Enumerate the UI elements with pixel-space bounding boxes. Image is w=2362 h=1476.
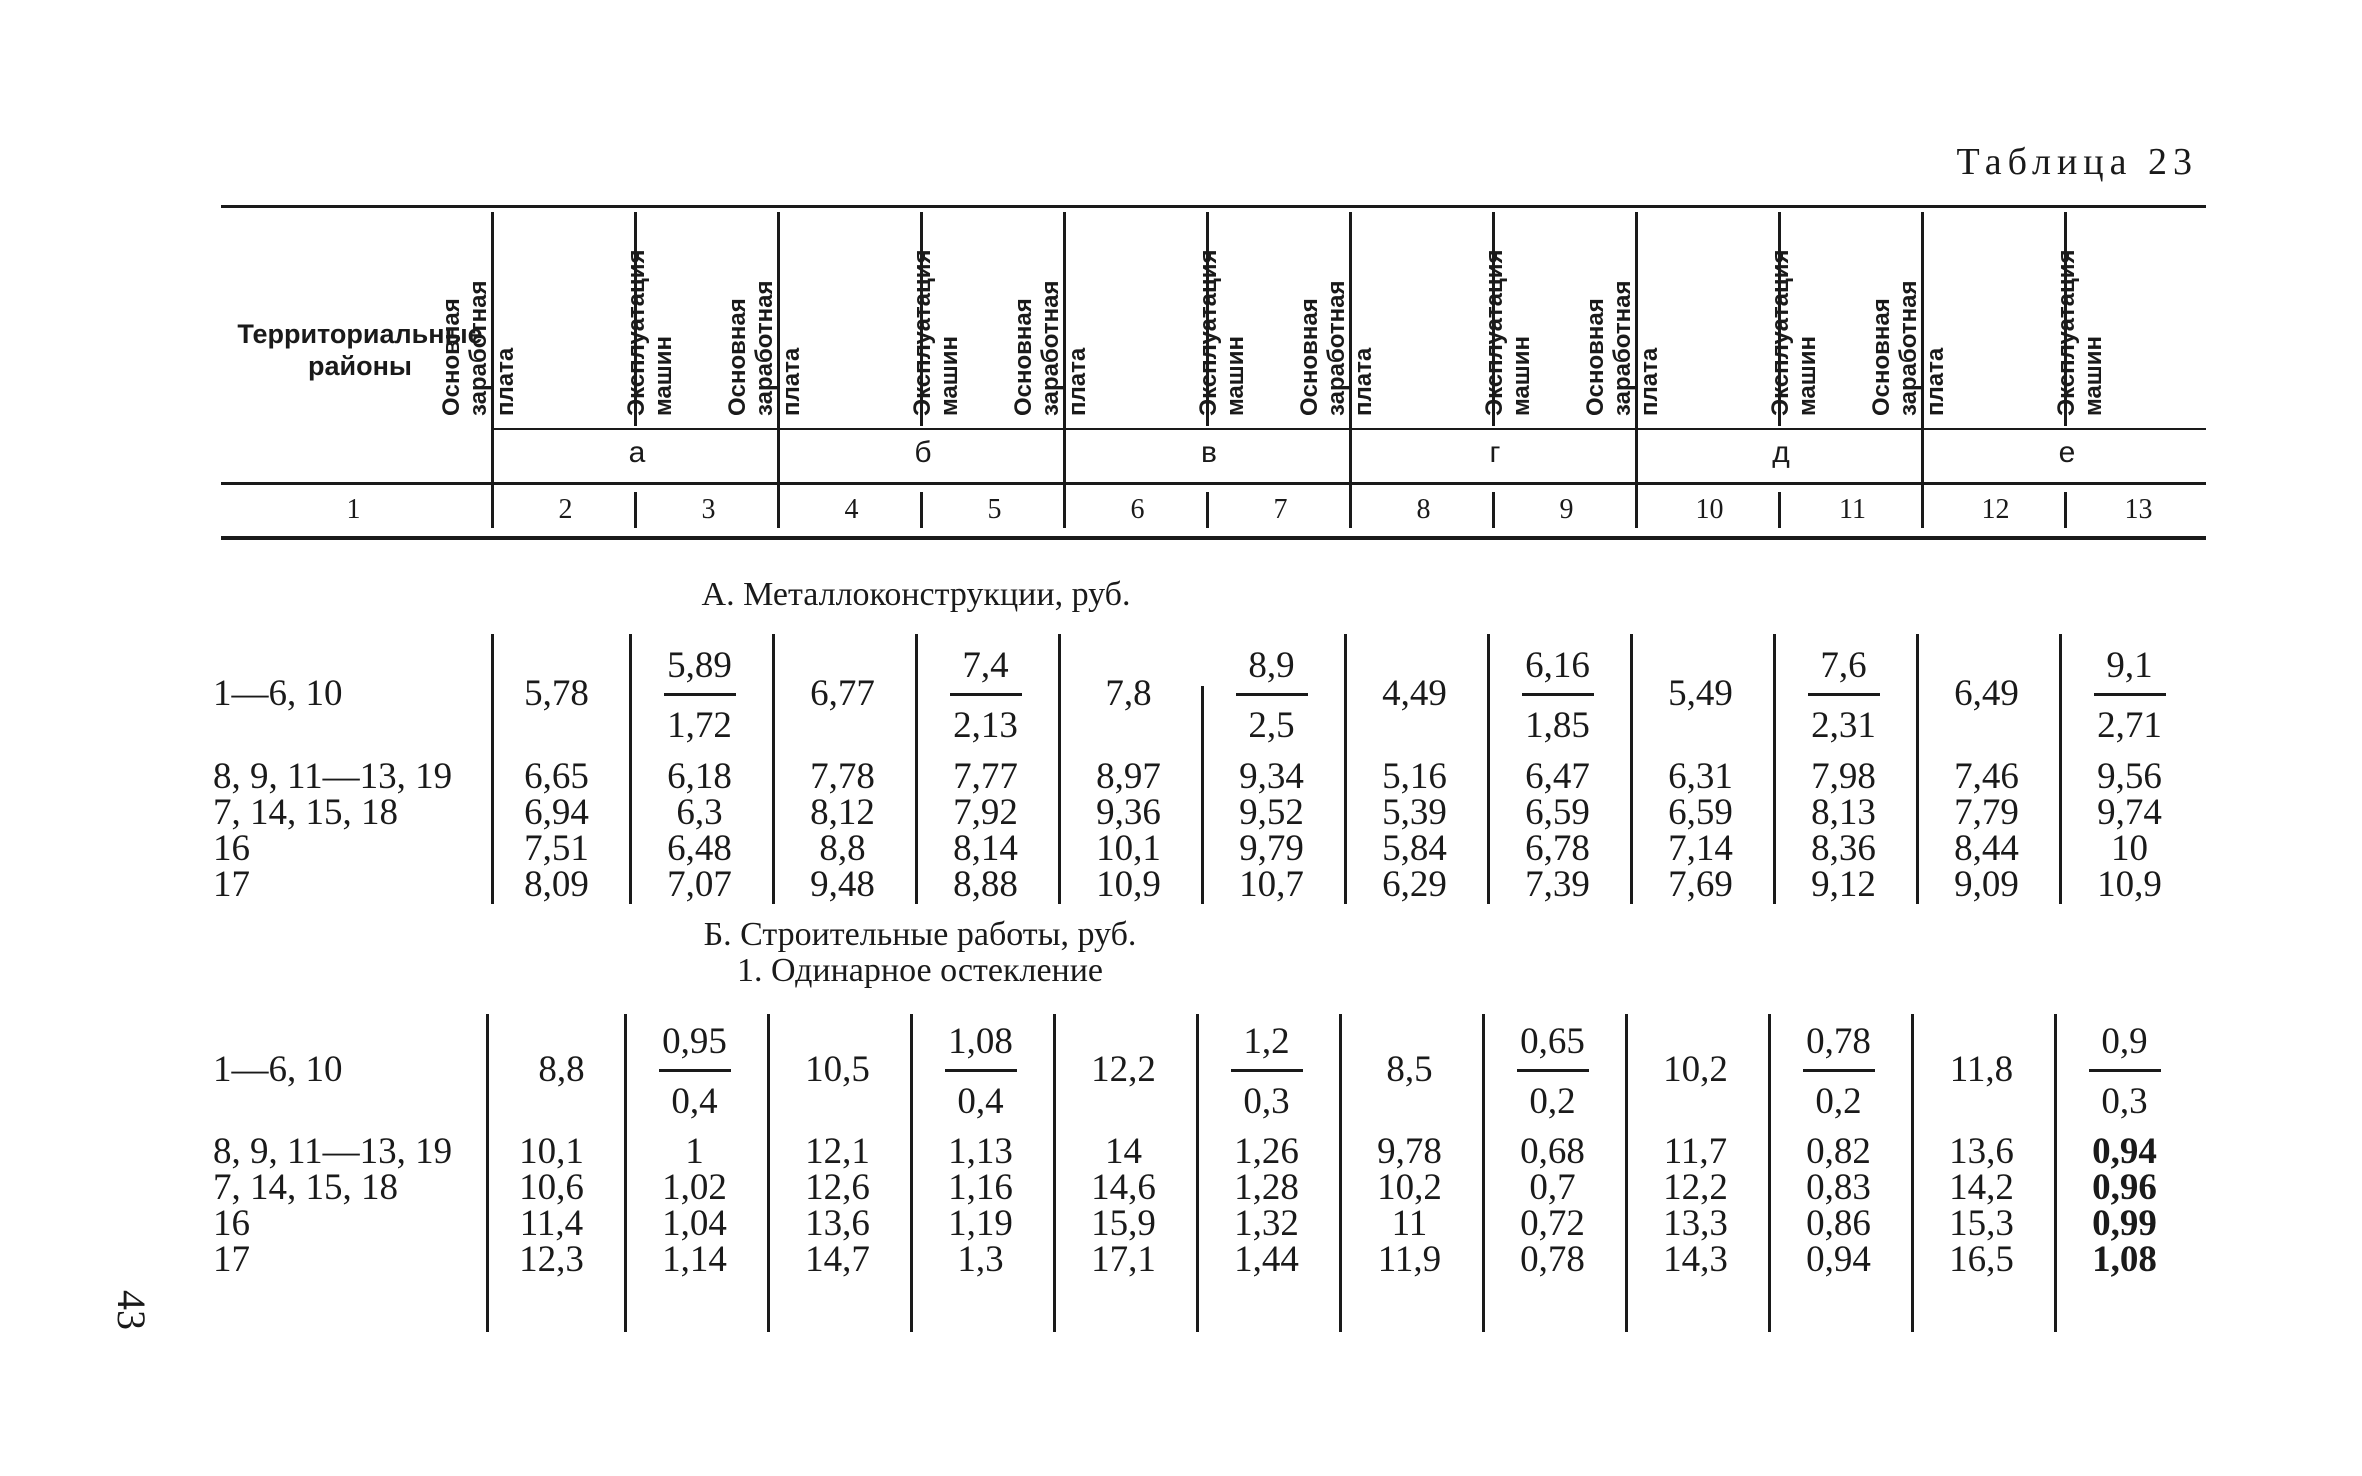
- table-cell: 7,78: [810, 756, 875, 797]
- row-label: 8, 9, 11—13, 19: [213, 1131, 453, 1172]
- table-cell: 12,2: [1663, 1167, 1728, 1208]
- table-cell: 6,47: [1525, 756, 1590, 797]
- table-cell: 0,68: [1520, 1131, 1585, 1172]
- table-cell: 6,29: [1382, 864, 1447, 905]
- column-number: 3: [701, 494, 716, 525]
- page-number: 43: [109, 1290, 154, 1330]
- column-header: Основная заработная плата: [1582, 280, 1663, 416]
- table-cell: 0,86: [1806, 1203, 1871, 1244]
- column-header: Эксплуатация машин: [1481, 249, 1535, 416]
- column-number: 5: [987, 494, 1002, 525]
- table-cell: 11,7: [1663, 1131, 1728, 1172]
- table-cell: 14,6: [1091, 1167, 1156, 1208]
- fraction-bottom: 2,71: [2097, 705, 2162, 746]
- table-cell: 6,3: [676, 792, 723, 833]
- table-cell: 5,16: [1382, 756, 1447, 797]
- column-number: 10: [1695, 494, 1724, 525]
- section-b-subtitle: 1. Одинарное остекление: [736, 952, 1104, 989]
- table-title: Таблица 23: [1956, 141, 2198, 183]
- table-cell: 10,9: [2097, 864, 2162, 905]
- table-cell: 8,8: [819, 828, 866, 869]
- fraction-bar: [664, 693, 736, 696]
- table-cell: 5,84: [1382, 828, 1447, 869]
- table-cell: 14,2: [1949, 1167, 2014, 1208]
- fraction-bottom: 0,2: [1815, 1081, 1862, 1122]
- fraction-top: 0,65: [1520, 1021, 1585, 1062]
- table-cell: 0,83: [1806, 1167, 1871, 1208]
- table-cell: 13,3: [1663, 1203, 1728, 1244]
- fraction-top: 7,6: [1820, 645, 1867, 686]
- table-cell: 7,92: [953, 792, 1018, 833]
- table-cell: 12,1: [805, 1131, 870, 1172]
- column-number: 1: [346, 494, 361, 525]
- cell-wage: 6,49: [1954, 673, 2019, 714]
- row-label: 1—6, 10: [213, 1049, 343, 1090]
- table-cell: 6,31: [1668, 756, 1733, 797]
- fraction-bar: [1517, 1069, 1589, 1072]
- table-cell: 13,6: [1949, 1131, 2014, 1172]
- fraction-top: 0,95: [662, 1021, 727, 1062]
- fraction-top: 0,9: [2101, 1021, 2148, 1062]
- table-cell: 8,14: [953, 828, 1018, 869]
- cell-fraction: [914, 644, 1057, 747]
- cell-wage: 5,49: [1668, 673, 1733, 714]
- table-cell: 10: [2111, 828, 2148, 869]
- column-number: 4: [844, 494, 859, 525]
- table-cell: 10,1: [519, 1131, 584, 1172]
- cell-fraction: [1195, 1020, 1338, 1123]
- table-cell: 9,34: [1239, 756, 1304, 797]
- fraction-top: 9,1: [2106, 645, 2153, 686]
- group-label: в: [1201, 436, 1217, 469]
- row-label: 1—6, 10: [213, 673, 343, 714]
- cell-fraction: [1200, 644, 1343, 747]
- fraction-bottom: 1,85: [1525, 705, 1590, 746]
- table-cell: 1,32: [1234, 1203, 1299, 1244]
- column-header: Основная заработная плата: [1868, 280, 1949, 416]
- table-cell: 0,7: [1529, 1167, 1576, 1208]
- table-cell: 10,2: [1377, 1167, 1442, 1208]
- table-cell: 9,74: [2097, 792, 2162, 833]
- table-cell: 7,14: [1668, 828, 1733, 869]
- table-cell: 5,39: [1382, 792, 1447, 833]
- column-header: Эксплуатация машин: [1195, 249, 1249, 416]
- number-row-rule: [221, 482, 2206, 485]
- table-cell: 9,79: [1239, 828, 1304, 869]
- cell-wage: 10,2: [1663, 1049, 1728, 1090]
- cell-fraction: [1767, 1020, 1910, 1123]
- column-header: Эксплуатация машин: [2053, 249, 2107, 416]
- section-a-title: А. Металлоконструкции, руб.: [701, 576, 1131, 613]
- column-header: Эксплуатация машин: [909, 249, 963, 416]
- table-cell: 8,44: [1954, 828, 2019, 869]
- column-number: 2: [558, 494, 573, 525]
- table-cell: 1,16: [948, 1167, 1013, 1208]
- fraction-bar: [1522, 693, 1594, 696]
- cell-wage: 4,49: [1382, 673, 1447, 714]
- table-cell: 1: [685, 1131, 704, 1172]
- table-cell: 0,94: [1806, 1239, 1871, 1280]
- table-cell: 11,9: [1377, 1239, 1442, 1280]
- table-cell: 14,7: [805, 1239, 870, 1280]
- table-cell: 0,82: [1806, 1131, 1871, 1172]
- table-cell: 6,48: [667, 828, 732, 869]
- table-cell: 6,18: [667, 756, 732, 797]
- table-cell: 8,12: [810, 792, 875, 833]
- cell-wage: 5,78: [524, 673, 589, 714]
- fraction-bar: [950, 693, 1022, 696]
- table-cell: 8,36: [1811, 828, 1876, 869]
- table-cell: 10,7: [1239, 864, 1304, 905]
- table-cell: 1,3: [957, 1239, 1004, 1280]
- column-number: 9: [1559, 494, 1574, 525]
- row-label: 7, 14, 15, 18: [213, 792, 398, 833]
- table-cell: 15,3: [1949, 1203, 2014, 1244]
- column-header: Эксплуатация машин: [1767, 249, 1821, 416]
- group-label: а: [628, 436, 646, 469]
- table-cell: 7,51: [524, 828, 589, 869]
- table-cell: 1,13: [948, 1131, 1013, 1172]
- column-header: Основная заработная плата: [724, 280, 805, 416]
- fraction-bottom: 0,4: [671, 1081, 718, 1122]
- cell-fraction: [2058, 644, 2201, 747]
- fraction-bar: [1231, 1069, 1303, 1072]
- table-cell: 14,3: [1663, 1239, 1728, 1280]
- table-cell: 0,96: [2092, 1167, 2157, 1208]
- cell-fraction: [909, 1020, 1052, 1123]
- column-number: 7: [1273, 494, 1288, 525]
- table-cell: 7,98: [1811, 756, 1876, 797]
- table-cell: 16,5: [1949, 1239, 2014, 1280]
- fraction-bottom: 2,5: [1248, 705, 1295, 746]
- column-number: 11: [1839, 494, 1866, 525]
- fraction-top: 1,08: [948, 1021, 1013, 1062]
- row-label: 17: [213, 1239, 250, 1280]
- cell-wage: 6,77: [810, 673, 875, 714]
- cell-wage: 11,8: [1949, 1049, 2014, 1090]
- row-label: 17: [213, 864, 250, 905]
- table-cell: 14: [1105, 1131, 1142, 1172]
- fraction-top: 0,78: [1806, 1021, 1871, 1062]
- table-cell: 0,99: [2092, 1203, 2157, 1244]
- table-cell: 9,78: [1377, 1131, 1442, 1172]
- table-cell: 9,56: [2097, 756, 2162, 797]
- fraction-bottom: 2,13: [953, 705, 1018, 746]
- table-cell: 12,6: [805, 1167, 870, 1208]
- row-label: 7, 14, 15, 18: [213, 1167, 398, 1208]
- fraction-bar: [1808, 693, 1880, 696]
- column-number: 8: [1416, 494, 1431, 525]
- fraction-top: 7,4: [962, 645, 1009, 686]
- column-header: Основная заработная плата: [1296, 280, 1377, 416]
- table-cell: 0,72: [1520, 1203, 1585, 1244]
- table-cell: 9,12: [1811, 864, 1876, 905]
- table-cell: 6,65: [524, 756, 589, 797]
- cell-fraction: [628, 644, 771, 747]
- column-header: Основная заработная плата: [1010, 280, 1091, 416]
- table-cell: 6,59: [1525, 792, 1590, 833]
- table-cell: 8,88: [953, 864, 1018, 905]
- table-cell: 6,59: [1668, 792, 1733, 833]
- cell-fraction: [1772, 644, 1915, 747]
- cell-wage: 10,5: [805, 1049, 870, 1090]
- table-cell: 8,09: [524, 864, 589, 905]
- table-cell: 9,36: [1096, 792, 1161, 833]
- cell-fraction: [2053, 1020, 2196, 1123]
- fraction-bar: [945, 1069, 1017, 1072]
- table-cell: 11,4: [519, 1203, 584, 1244]
- table-cell: 1,04: [662, 1203, 727, 1244]
- fraction-top: 8,9: [1248, 645, 1295, 686]
- table-cell: 7,77: [953, 756, 1018, 797]
- territory-header: Территориальные районы: [237, 319, 483, 381]
- table-cell: 6,78: [1525, 828, 1590, 869]
- cell-fraction: [1481, 1020, 1624, 1123]
- group-label: е: [2058, 436, 2076, 469]
- table-cell: 10,1: [1096, 828, 1161, 869]
- fraction-bar: [2089, 1069, 2161, 1072]
- fraction-bottom: 0,3: [2101, 1081, 2148, 1122]
- table-cell: 13,6: [805, 1203, 870, 1244]
- group-label: б: [914, 436, 932, 469]
- fraction-bar: [1803, 1069, 1875, 1072]
- table-cell: 9,09: [1954, 864, 2019, 905]
- header-bottom-rule: [221, 536, 2206, 540]
- fraction-bottom: 0,2: [1529, 1081, 1576, 1122]
- table-cell: 0,78: [1520, 1239, 1585, 1280]
- column-number: 6: [1130, 494, 1145, 525]
- cell-fraction: [623, 1020, 766, 1123]
- fraction-bottom: 0,3: [1243, 1081, 1290, 1122]
- table-cell: 1,28: [1234, 1167, 1299, 1208]
- cell-fraction: [1486, 644, 1629, 747]
- table-cell: 15,9: [1091, 1203, 1156, 1244]
- fraction-bottom: 0,4: [957, 1081, 1004, 1122]
- fraction-top: 6,16: [1525, 645, 1590, 686]
- column-header: Эксплуатация машин: [623, 249, 677, 416]
- row-label: 16: [213, 828, 250, 869]
- table-cell: 8,13: [1811, 792, 1876, 833]
- column-number: 12: [1981, 494, 2010, 525]
- section-b-title: Б. Строительные работы, руб.: [703, 916, 1137, 953]
- table-cell: 7,39: [1525, 864, 1590, 905]
- table-cell: 11: [1391, 1203, 1428, 1244]
- fraction-bar: [659, 1069, 731, 1072]
- fraction-bottom: 1,72: [667, 705, 732, 746]
- table-cell: 7,07: [667, 864, 732, 905]
- fraction-top: 1,2: [1243, 1021, 1290, 1062]
- table-cell: 17,1: [1091, 1239, 1156, 1280]
- cell-wage: 8,5: [1386, 1049, 1433, 1090]
- table-cell: 7,79: [1954, 792, 2019, 833]
- cell-wage: 7,8: [1105, 673, 1152, 714]
- fraction-top: 5,89: [667, 645, 732, 686]
- table-cell: 7,69: [1668, 864, 1733, 905]
- cell-wage: 12,2: [1091, 1049, 1156, 1090]
- table-cell: 1,26: [1234, 1131, 1299, 1172]
- header-top-rule: [221, 205, 2206, 208]
- column-number: 13: [2124, 494, 2153, 525]
- table-cell: 1,44: [1234, 1239, 1299, 1280]
- fraction-bar: [1236, 693, 1308, 696]
- table-cell: 10,6: [519, 1167, 584, 1208]
- column-header: Основная заработная плата: [438, 280, 519, 416]
- table-cell: 1,14: [662, 1239, 727, 1280]
- fraction-bottom: 2,31: [1811, 705, 1876, 746]
- table-cell: 1,02: [662, 1167, 727, 1208]
- group-label: д: [1772, 436, 1790, 469]
- table-cell: 7,46: [1954, 756, 2019, 797]
- table-cell: 6,94: [524, 792, 589, 833]
- table-cell: 1,08: [2092, 1239, 2157, 1280]
- group-label: г: [1489, 436, 1501, 469]
- table-cell: 12,3: [519, 1239, 584, 1280]
- table-cell: 9,48: [810, 864, 875, 905]
- table-cell: 10,9: [1096, 864, 1161, 905]
- table-cell: 8,97: [1096, 756, 1161, 797]
- table-cell: 9,52: [1239, 792, 1304, 833]
- fraction-bar: [2094, 693, 2166, 696]
- row-label: 8, 9, 11—13, 19: [213, 756, 453, 797]
- table-cell: 1,19: [948, 1203, 1013, 1244]
- table-cell: 0,94: [2092, 1131, 2157, 1172]
- cell-wage: 8,8: [538, 1049, 585, 1090]
- row-label: 16: [213, 1203, 250, 1244]
